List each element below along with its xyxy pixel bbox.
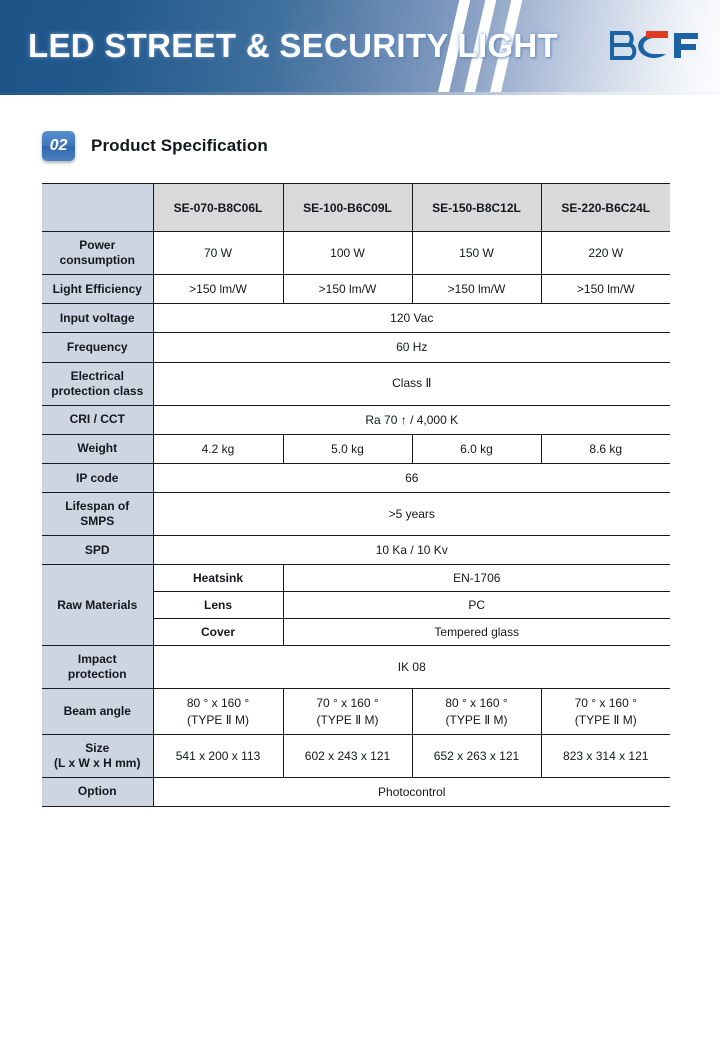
row-label-6: Weight [42, 434, 153, 463]
model-header-0: SE-070-B8C06L [153, 184, 283, 232]
table-row [42, 734, 670, 777]
row-value-0-0: 70 W [153, 232, 283, 275]
table-row [42, 333, 670, 362]
raw-material-value-1: PC [283, 592, 670, 619]
product-specification-table [42, 183, 670, 807]
row-label-4: Electrical protection class [42, 362, 153, 405]
table-row [42, 405, 670, 434]
raw-material-name-0: Heatsink [153, 565, 283, 592]
row-value-6-1: 5.0 kg [283, 434, 412, 463]
row-value-tail-2-3: 823 x 314 x 121 [541, 734, 670, 777]
raw-material-value-2: Tempered glass [283, 619, 670, 646]
row-value-6-2: 6.0 kg [412, 434, 541, 463]
row-value-tail-2-1: 602 x 243 x 121 [283, 734, 412, 777]
bcf-logo [610, 25, 702, 67]
banner-title: LED STREET & SECURITY LIGHT [28, 27, 559, 64]
table-row [42, 275, 670, 304]
row-value-1-1: >150 lm/W [283, 275, 412, 304]
raw-material-value-0: EN-1706 [283, 565, 670, 592]
spec-table-body [42, 184, 670, 807]
model-header-2: SE-150-B8C12L [412, 184, 541, 232]
table-header-row [42, 184, 670, 232]
row-label-8: Lifespan of SMPS [42, 493, 153, 536]
row-value-tail-1-1: 70 ° x 160 ° (TYPE Ⅱ M) [283, 689, 412, 734]
row-value-0-3: 220 W [541, 232, 670, 275]
table-row [42, 565, 670, 592]
table-row [42, 304, 670, 333]
row-value-1-3: >150 lm/W [541, 275, 670, 304]
page-banner [0, 0, 720, 92]
raw-material-name-2: Cover [153, 619, 283, 646]
row-value-0-1: 100 W [283, 232, 412, 275]
row-value-tail-1-3: 70 ° x 160 ° (TYPE Ⅱ M) [541, 689, 670, 734]
table-row [42, 362, 670, 405]
row-label-2: Input voltage [42, 304, 153, 333]
table-row [42, 434, 670, 463]
row-value-tail-1-0: 80 ° x 160 ° (TYPE Ⅱ M) [153, 689, 283, 734]
row-label-5: CRI / CCT [42, 405, 153, 434]
row-label-0: Power consumption [42, 232, 153, 275]
row-value-tail-2-0: 541 x 200 x 113 [153, 734, 283, 777]
row-value-merged-tail-3: Photocontrol [153, 777, 670, 806]
table-row [42, 463, 670, 492]
row-value-1-2: >150 lm/W [412, 275, 541, 304]
row-value-merged-2: 120 Vac [153, 304, 670, 333]
row-label-raw-materials: Raw Materials [42, 565, 153, 646]
model-header-1: SE-100-B6C09L [283, 184, 412, 232]
table-row [42, 493, 670, 536]
row-label-tail-1: Beam angle [42, 689, 153, 734]
section-header [42, 131, 720, 161]
row-value-tail-1-2: 80 ° x 160 ° (TYPE Ⅱ M) [412, 689, 541, 734]
table-corner-cell [42, 184, 153, 232]
row-value-merged-5: Ra 70 ↑ / 4,000 K [153, 405, 670, 434]
row-label-7: IP code [42, 463, 153, 492]
row-label-tail-3: Option [42, 777, 153, 806]
page-title: Product Specification [91, 136, 268, 155]
row-value-merged-7: 66 [153, 463, 670, 492]
raw-material-name-1: Lens [153, 592, 283, 619]
model-header-3: SE-220-B6C24L [541, 184, 670, 232]
row-value-merged-tail-0: IK 08 [153, 646, 670, 689]
spec-table-wrapper [42, 183, 670, 807]
row-label-3: Frequency [42, 333, 153, 362]
table-row [42, 536, 670, 565]
row-value-0-2: 150 W [412, 232, 541, 275]
row-label-9: SPD [42, 536, 153, 565]
table-row [42, 689, 670, 734]
table-row [42, 232, 670, 275]
row-value-merged-3: 60 Hz [153, 333, 670, 362]
section-number-badge: 02 [42, 131, 75, 161]
row-value-merged-4: Class Ⅱ [153, 362, 670, 405]
row-value-6-0: 4.2 kg [153, 434, 283, 463]
row-value-merged-8: >5 years [153, 493, 670, 536]
table-row [42, 777, 670, 806]
row-label-tail-2: Size (L x W x H mm) [42, 734, 153, 777]
banner-spacer [0, 95, 720, 107]
row-label-1: Light Efficiency [42, 275, 153, 304]
row-value-1-0: >150 lm/W [153, 275, 283, 304]
row-label-tail-0: Impact protection [42, 646, 153, 689]
row-value-tail-2-2: 652 x 263 x 121 [412, 734, 541, 777]
row-value-6-3: 8.6 kg [541, 434, 670, 463]
row-value-merged-9: 10 Ka / 10 Kv [153, 536, 670, 565]
table-row [42, 646, 670, 689]
